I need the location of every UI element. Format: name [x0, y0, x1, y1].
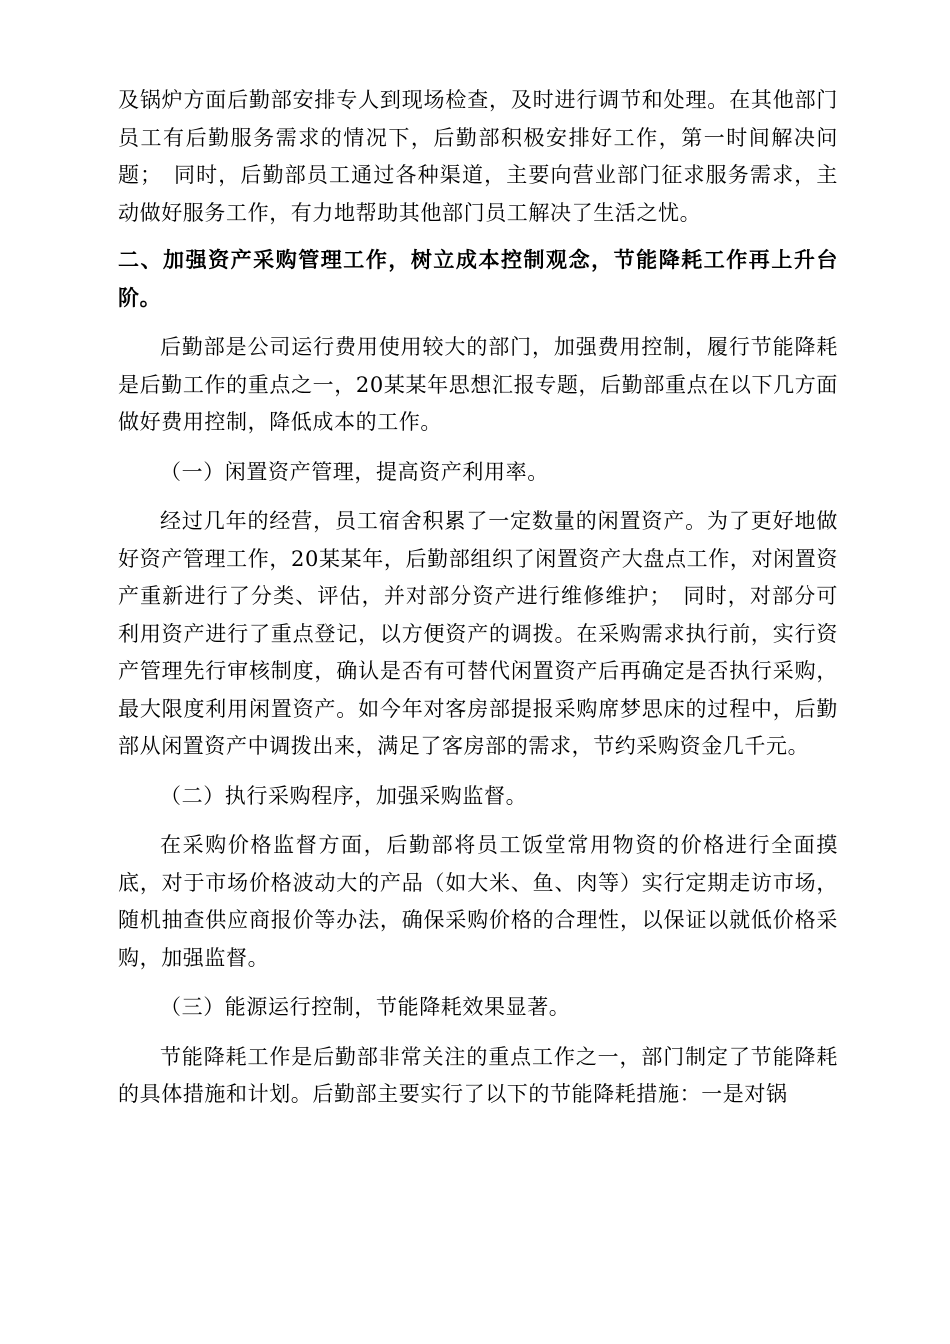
subsection-heading: （三）能源运行控制，节能降耗效果显著。: [160, 995, 571, 1019]
subsection-heading: （一）闲置资产管理，提高资产利用率。: [160, 459, 549, 484]
section-heading: 二、加强资产采购管理工作，树立成本控制观念，节能降耗工作再上升台阶。: [118, 248, 838, 310]
body-paragraph: 在采购价格监督方面，后勤部将员工饭堂常用物资的价格进行全面摸底，对于市场价格波动大的产品（如大米、鱼、肉等）实行定期走访市场，随机抽查供应商报价等办法，确保采购价格的合理性，以保证以就低价格采购，加强监督。: [118, 833, 838, 970]
body-paragraph: 后勤部是公司运行费用使用较大的部门，加强费用控制，履行节能降耗是后勤工作的重点之一，20某某年思想汇报专题，后勤部重点在以下几方面做好费用控制，降低成本的工作。: [118, 335, 838, 434]
document-body: [118, 82, 838, 1114]
continuation-paragraph: 及锅炉方面后勤部安排专人到现场检查，及时进行调节和处理。在其他部门员工有后勤服务需求的情况下，后勤部积极安排好工作，第一时间解决问题； 同时，后勤部员工通过各种渠道，主要向营业部门征求服务需求，主动做好服务工作，有力地帮助其他部门员工解决了生活之忧。: [118, 88, 838, 225]
body-paragraph: 节能降耗工作是后勤部非常关注的重点工作之一，部门制定了节能降耗的具体措施和计划。后勤部主要实行了以下的节能降耗措施：一是对锅: [118, 1044, 838, 1106]
subsection-heading: （二）执行采购程序，加强采购监督。: [160, 783, 528, 808]
body-paragraph: 经过几年的经营，员工宿舍积累了一定数量的闲置资产。为了更好地做好资产管理工作，20某某年，后勤部组织了闲置资产大盘点工作，对闲置资产重新进行了分类、评估，并对部分资产进行维修维护； 同时，对部分可利用资产进行了重点登记，以方便资产的调拨。在采购需求执行前，实行资产管理先行审核制度，确认是否有可替代闲置资产后再确定是否执行采购，最大限度利用闲置资产。如今年对客房部提报采购席梦思床的过程中，后勤部从闲置资产中调拨出来，满足了客房部的需求，节约采购资金几千元。: [118, 509, 838, 758]
